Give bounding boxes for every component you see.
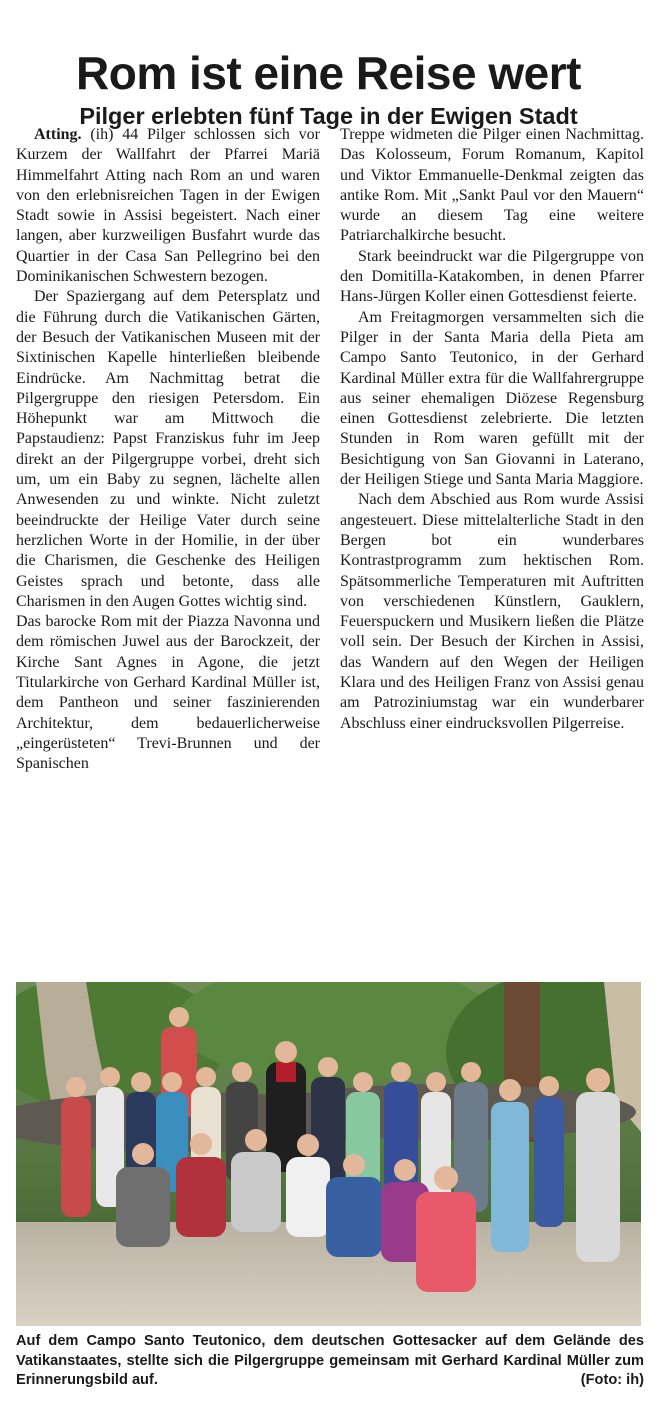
- caption-text: Auf dem Campo Santo Teutonico, dem deutschen Gottesacker auf dem Gelände des Vatikanstaates, stellte sich die Pilgergruppe gemeinsam mit Gerhard Kardinal Müller zum Erinnerungsbild auf.: [16, 1333, 644, 1389]
- article-column-right: [340, 125, 644, 734]
- article-column-left: [16, 125, 320, 775]
- paragraph: Treppe widmeten die Pilger einen Nachmittag. Das Kolosseum, Forum Romanum, Kapitol und Viktor Emmanuelle-Denkmal zeigten das antike Rom. Mit „Sankt Paul vor den Mauern“ wurde an diesem Tag eine weitere Patriarchalkirche besucht.: [340, 126, 644, 245]
- paragraph: Stark beeindruckt war die Pilgergruppe von den Domitilla-Katakomben, in denen Pfarrer Hans-Jürgen Koller einen Gottesdienst feierte.: [340, 247, 644, 306]
- headline: Rom ist eine Reise wert: [76, 46, 581, 99]
- subheadline: Pilger erlebten fünf Tage in der Ewigen Stadt: [79, 102, 578, 129]
- dateline: Atting.: [34, 126, 82, 143]
- paragraph: Am Freitagmorgen versammelten sich die Pilger in der Santa Maria della Pieta am Campo Santo Teutonico, in der Gerhard Kardinal Müller extra für die Wallfahrergruppe aus seiner ehemaligen Diözese Regensburg einen Gottesdienst zelebrierte. Die letzten Stunden in Rom waren gefüllt mit der Besichtigung von San Giovanni in Laterano, der Heiligen Stiege und Santa Maria Maggiore.: [340, 308, 644, 489]
- paragraph-text: (ih) 44 Pilger schlossen sich vor Kurzem der Wallfahrt der Pfarrei Mariä Himmelfahrt Atting nach Rom an und waren von den erlebnisreichen Tagen in der Ewigen Stadt sowie in Assisi begeistert. Nach einer langen, aber kurzweiligen Busfahrt wurde das Quartier in der Casa San Pellegrino bei den Dominikanischen Schwestern bezogen.: [16, 126, 320, 286]
- photo-caption: [16, 1332, 644, 1391]
- paragraph: Nach dem Abschied aus Rom wurde Assisi angesteuert. Diese mittelalterliche Stadt in den Bergen bot ein wunderbares Kontrastprogramm zum hektischen Rom. Spätsommerliche Temperaturen mit Auftritten von verschiedenen Künstlern, Gauklern, Feuerspuckern und Musikern ließen die Plätze voll sein. Der Besuch der Kirchen in Assisi, das Wandern auf den Wegen der Heiligen Klara und des Heiligen Franz von Assisi genau am Patroziniumstag war ein wunderbarer Abschluss einer eindrucksvollen Pilgerreise.: [340, 491, 644, 732]
- paragraph: Der Spaziergang auf dem Petersplatz und die Führung durch die Vatikanischen Gärten, der Besuch der Vatikanischen Museen mit der Sixtinischen Kapelle hinterließen bleibende Eindrücke. Am Nachmittag betrat die Pilgergruppe den riesigen Petersdom. Ein Höhepunkt war am Mittwoch die Papstaudienz: Papst Franziskus fuhr im Jeep direkt an der Pilgergruppe vorbei, dreht sich um, um ein Baby zu segnen, lächelte allen Anwesenden zu und winkte. Nicht zuletzt beeindruckte der Heilige Vater durch seine herzlichen Worte in der Homilie, in der über die Charismen, die Geschenke des Heiligen Geistes sprach und betonte, dass alle Charismen in den Augen Gottes wichtig sind.: [16, 288, 320, 610]
- photo-credit: (Foto: ih): [580, 1372, 644, 1389]
- paragraph: [16, 125, 320, 287]
- paragraph: Das barocke Rom mit der Piazza Navonna und dem römischen Juwel aus der Barockzeit, der Kirche Sant Agnes in Agone, die jetzt Titularkirche von Gerhard Kardinal Müller ist, dem Pantheon und seiner faszinierenden Architektur, dem bedauerlicherweise „eingerüsteten“ Trevi-Brunnen und der Spanischen: [16, 613, 320, 773]
- group-photo: [16, 982, 641, 1326]
